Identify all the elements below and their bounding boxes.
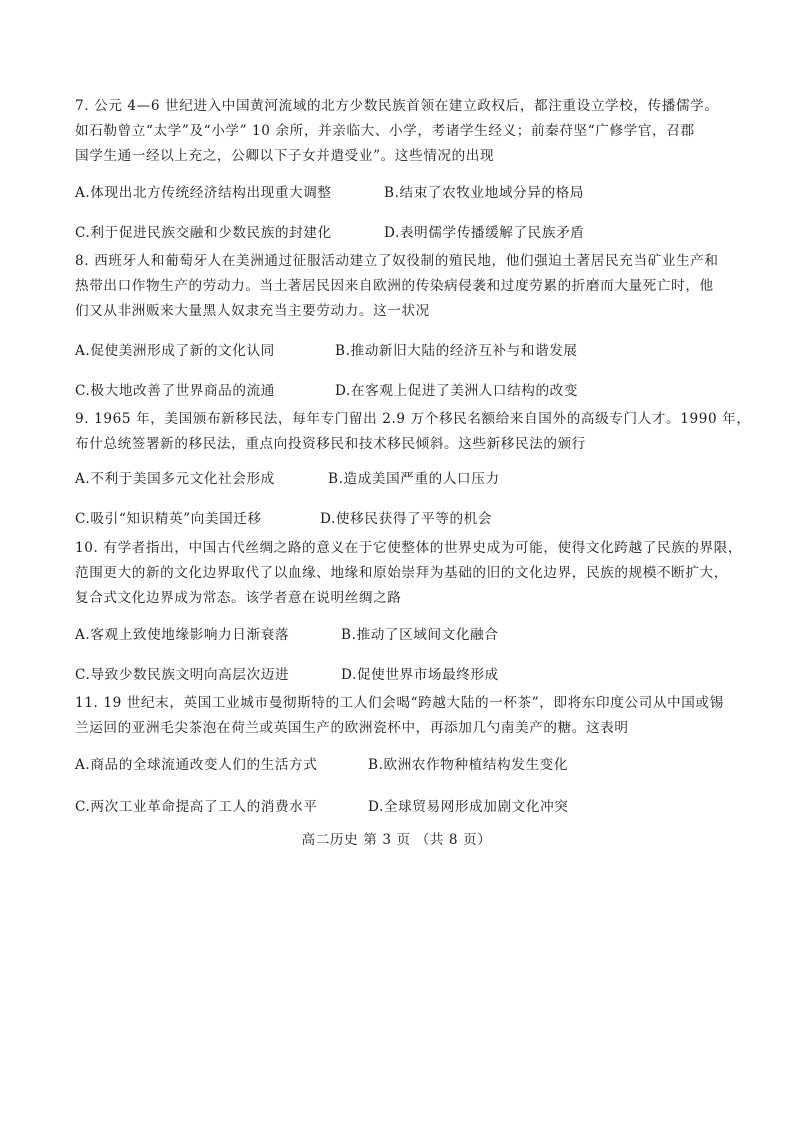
question-text-line: 们又从非洲贩来大量黑人奴隶充当主要劳动力。这一状况 — [75, 303, 430, 319]
question-text-line: 热带出口作物生产的劳动力。当土著居民因来自欧洲的传染病侵袭和过度劳累的折磨而大量死亡时，他 — [75, 278, 714, 294]
question-text-line: 9. 1965 年，美国颁布新移民法，每年专门留出 2.9 万个移民名额给来自国外的高级专门人才。1990 年， — [75, 411, 751, 427]
question-text-line: 8. 西班牙人和葡萄牙人在美洲通过征服活动建立了奴役制的殖民地，他们强迫土著居民充当矿业生产和 — [75, 253, 719, 269]
question-text-line: 范围更大的新的文化边界取代了以血缘、地缘和原始崇拜为基础的旧的文化边界，民族的规模不断扩大， — [75, 565, 728, 581]
question-7-stem — [75, 94, 725, 169]
option-b: B.造成美国严重的人口压力 — [328, 471, 500, 487]
question-7-options-ab — [75, 183, 725, 203]
question-text-line: 国学生通一经以上充之，公卿以下子女并遣受业”。这些情况的出现 — [75, 148, 495, 164]
option-d: D.使移民获得了平等的机会 — [320, 511, 493, 527]
question-10-options-cd — [75, 665, 725, 685]
question-text-line: 如石勒曾立“太学”及“小学” 10 余所，并亲临大、小学，考诸学生经义；前秦苻坚“广修学官，召郡 — [75, 123, 695, 139]
question-text-line: 10. 有学者指出，中国古代丝绸之路的意义在于它使整体的世界史成为可能，使得文化跨越了民族的界限， — [75, 540, 743, 556]
option-a: A.不利于美国多元文化社会形成 — [75, 471, 275, 487]
option-c: C.两次工业革命提高了工人的消费水平 — [75, 799, 318, 815]
question-text-line: 兰运回的亚洲毛尖茶泡在荷兰或英国生产的欧洲瓷杯中，再添加几勺南美产的糖。这表明 — [75, 720, 629, 736]
option-b: B.推动新旧大陆的经济互补与和谐发展 — [335, 343, 578, 359]
option-a: A.促使美洲形成了新的文化认同 — [75, 343, 275, 359]
option-b: B.结束了农牧业地域分异的格局 — [384, 185, 585, 201]
question-8-options-cd — [75, 381, 725, 401]
option-d: D.在客观上促进了美洲人口结构的改变 — [335, 383, 579, 399]
option-c: C.导致少数民族文明向高层次迈进 — [75, 667, 290, 683]
option-a: A.商品的全球流通改变人们的生活方式 — [75, 757, 318, 773]
option-c: C.极大地改善了世界商品的流通 — [75, 383, 275, 399]
question-10-stem — [75, 536, 743, 611]
question-text-line: 11. 19 世纪末，英国工业城市曼彻斯特的工人们会喝“跨越大陆的一杯茶”，即将东印度公司从中国或锡 — [75, 695, 724, 711]
page-footer: 高二历史 第 3 页 （共 8 页） — [301, 832, 492, 848]
question-8-stem — [75, 249, 725, 324]
question-9-options-ab — [75, 469, 725, 489]
question-text-line: 复合式文化边界成为常态。该学者意在说明丝绸之路 — [75, 590, 402, 606]
option-a: A.体现出北方传统经济结构出现重大调整 — [75, 185, 332, 201]
option-b: B.欧洲农作物种植结构发生变化 — [368, 757, 569, 773]
option-d: D.促使世界市场最终形成 — [341, 667, 499, 683]
option-c: C.吸引“知识精英”向美国迁移 — [75, 511, 262, 527]
question-8-options-ab — [75, 341, 725, 361]
question-text-line: 7. 公元 4—6 世纪进入中国黄河流域的北方少数民族首领在建立政权后，都注重设立学校，传播儒学。 — [75, 98, 719, 114]
option-c: C.利于促进民族交融和少数民族的封建化 — [75, 225, 332, 241]
question-text-line: 布什总统签署新的移民法，重点向投资移民和技术移民倾斜。这些新移民法的颁行 — [75, 436, 586, 452]
question-11-stem — [75, 691, 725, 741]
question-11-options-cd — [75, 797, 725, 817]
option-b: B.推动了区域间文化融合 — [341, 627, 499, 643]
question-9-options-cd — [75, 509, 725, 529]
question-9-stem — [75, 407, 751, 457]
question-11-options-ab — [75, 755, 725, 775]
option-a: A.客观上致使地缘影响力日渐衰落 — [75, 627, 290, 643]
option-d: D.表明儒学传播缓解了民族矛盾 — [384, 225, 585, 241]
question-7-options-cd — [75, 223, 725, 243]
option-d: D.全球贸易网形成加剧文化冲突 — [368, 799, 569, 815]
question-10-options-ab — [75, 625, 725, 645]
